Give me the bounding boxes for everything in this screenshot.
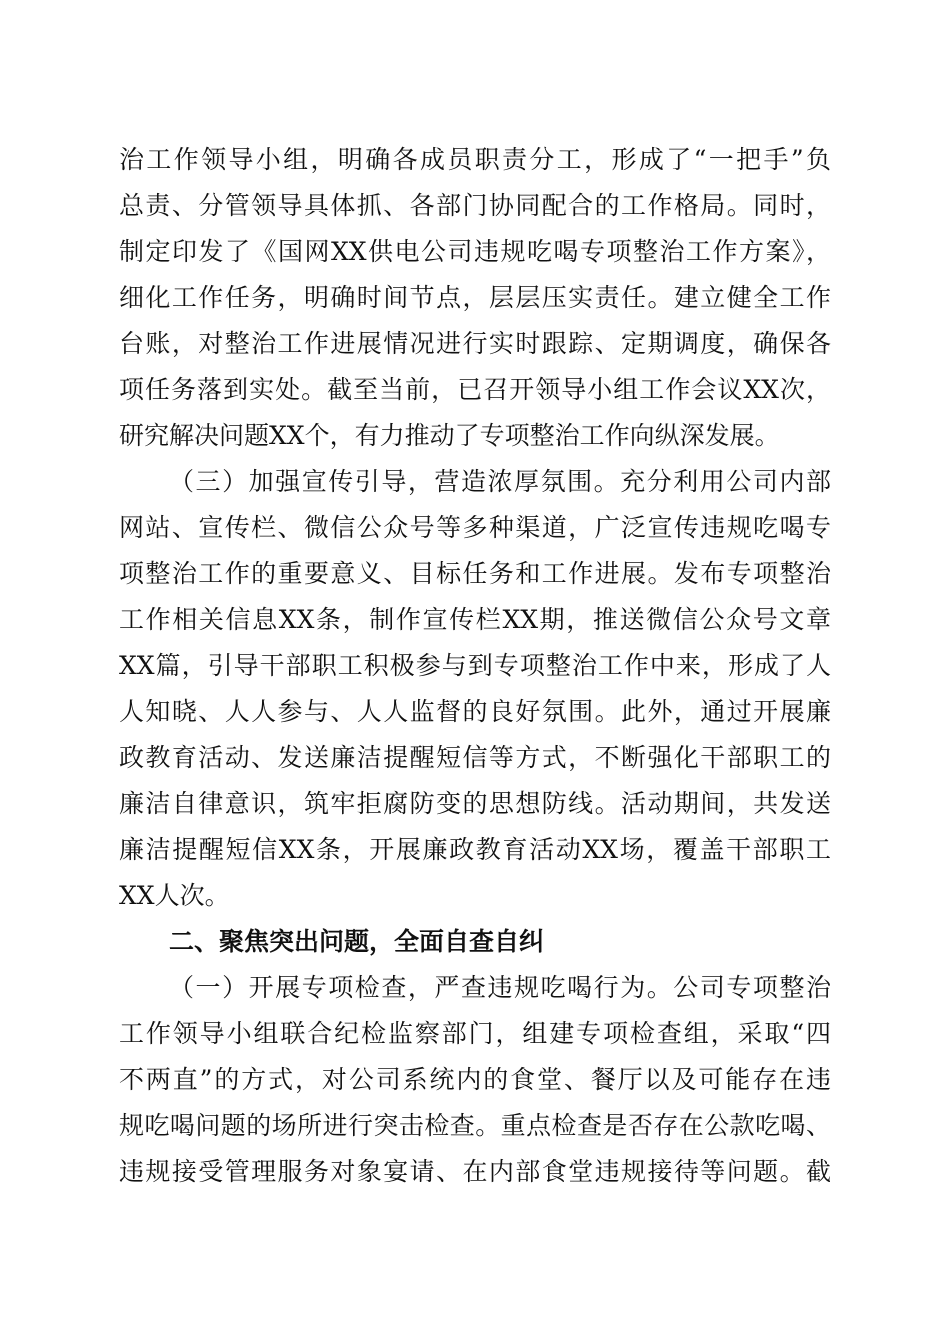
text-line: 廉洁提醒短信XX条，开展廉政教育活动XX场，覆盖干部职工 xyxy=(119,835,831,864)
text-line: 总责、分管领导具体抓、各部门协同配合的工作格局。同时， xyxy=(119,191,831,220)
paragraph-heading-line: （三）加强宣传引导，营造浓厚氛围。充分利用公司内部 xyxy=(169,467,831,496)
text-line: 不两直”的方式，对公司系统内的食堂、餐厅以及可能存在违 xyxy=(119,1065,831,1094)
text-line: 网站、宣传栏、微信公众号等多种渠道，广泛宣传违规吃喝专 xyxy=(119,513,831,542)
paragraph-heading-line: （一）开展专项检查，严查违规吃喝行为。公司专项整治 xyxy=(169,973,831,1002)
text-line: 廉洁自律意识，筑牢拒腐防变的思想防线。活动期间，共发送 xyxy=(119,789,831,818)
text-line: 违规接受管理服务对象宴请、在内部食堂违规接待等问题。截 xyxy=(119,1157,831,1186)
text-line: XX人次。 xyxy=(119,881,230,910)
text-line: 人知晓、人人参与、人人监督的良好氛围。此外，通过开展廉 xyxy=(119,697,831,726)
text-line: 研究解决问题XX个，有力推动了专项整治工作向纵深发展。 xyxy=(119,421,780,450)
text-line: 项任务落到实处。截至当前，已召开领导小组工作会议XX次， xyxy=(119,375,831,404)
text-line: 项整治工作的重要意义、目标任务和工作进展。发布专项整治 xyxy=(119,559,831,588)
text-line: 工作相关信息XX条，制作宣传栏XX期，推送微信公众号文章 xyxy=(119,605,831,634)
section-heading: 二、聚焦突出问题，全面自查自纠 xyxy=(169,927,545,956)
text-line: 工作领导小组联合纪检监察部门，组建专项检查组，采取“四 xyxy=(119,1019,831,1048)
text-line: 制定印发了《国网XX供电公司违规吃喝专项整治工作方案》， xyxy=(119,237,831,266)
text-line: XX篇，引导干部职工积极参与到专项整治工作中来，形成了人 xyxy=(119,651,831,680)
text-line: 治工作领导小组，明确各成员职责分工，形成了“一把手”负 xyxy=(119,145,831,174)
text-line: 细化工作任务，明确时间节点，层层压实责任。建立健全工作 xyxy=(119,283,831,312)
text-line: 台账，对整治工作进展情况进行实时跟踪、定期调度，确保各 xyxy=(119,329,831,358)
text-line: 政教育活动、发送廉洁提醒短信等方式，不断强化干部职工的 xyxy=(119,743,831,772)
text-line: 规吃喝问题的场所进行突击检查。重点检查是否存在公款吃喝、 xyxy=(119,1111,831,1140)
